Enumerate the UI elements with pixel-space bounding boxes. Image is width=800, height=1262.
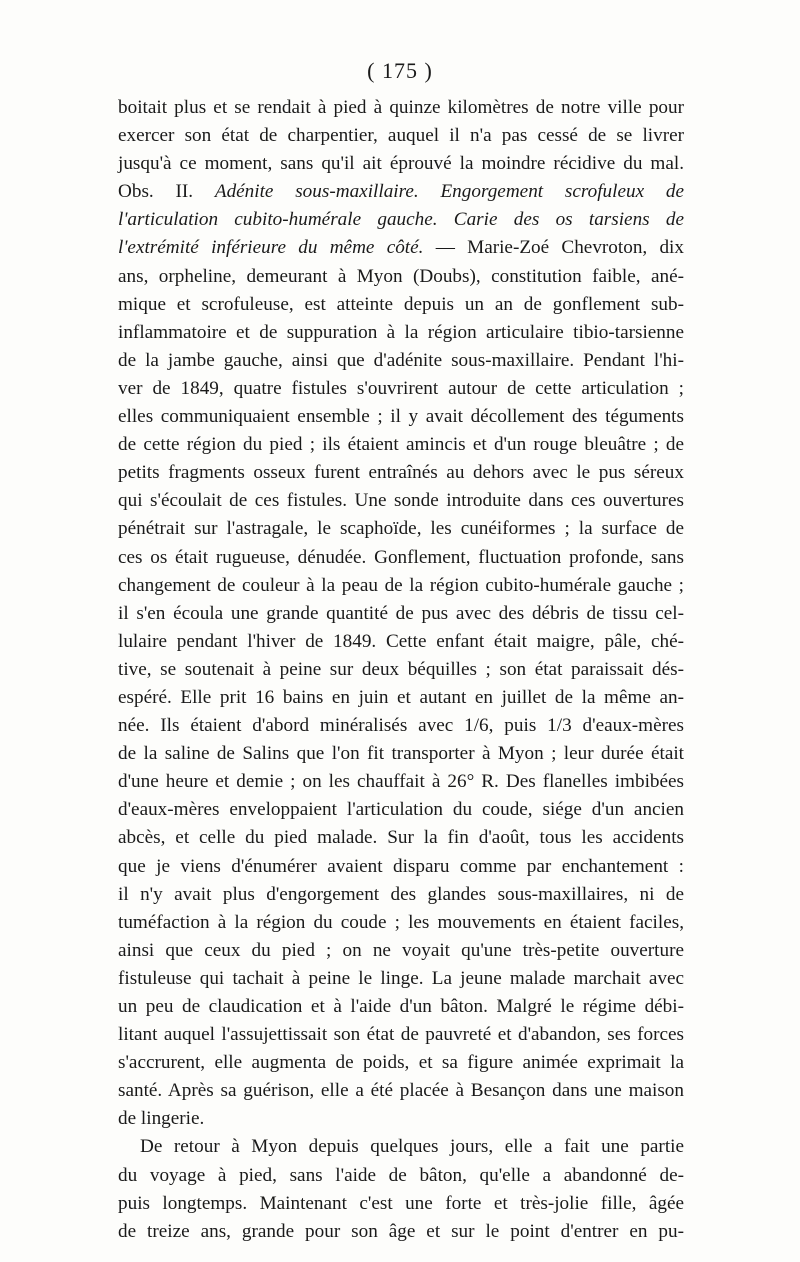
text-line: un peu de claudication et à l'aide d'un bâton. Malgré le régime débi-	[118, 996, 684, 1017]
text-line: fistuleuse qui tachait à peine le linge. La jeune malade marchait avec	[118, 967, 684, 989]
text-line: changement de couleur à la peau de la région cubito-humérale gauche ;	[118, 574, 684, 596]
text-line: puis longtemps. Maintenant c'est une forte et très-jolie fille, âgée	[118, 1192, 684, 1214]
text-line: d'eaux-mères enveloppaient l'articulation du coude, siége d'un ancien	[118, 799, 684, 821]
text-line: de lingerie.	[118, 1108, 205, 1130]
text-line: pénétrait sur l'astragale, le scaphoïde, les cunéiformes ; la surface de	[118, 518, 684, 540]
text-line	[118, 206, 684, 234]
text-line: qui s'écoulait de ces fistules. Une sonde introduite dans ces ouvertures	[118, 490, 684, 512]
text-line	[118, 178, 684, 206]
text-run: Obs. II.	[118, 181, 215, 203]
text-run: — Marie-Zoé Chevroton, dix	[423, 237, 684, 259]
text-line: ver de 1849, quatre fistules s'ouvrirent autour de cette articulation ;	[118, 377, 684, 399]
text-line: de la jambe gauche, ainsi que d'adénite sous-maxillaire. Pendant l'hi-	[118, 349, 684, 371]
text-line: il s'en écoula une grande quantité de pus avec des débris de tissu cel-	[118, 602, 684, 624]
text-line: tuméfaction à la région du coude ; les mouvements en étaient faciles,	[118, 911, 684, 933]
text-line: ainsi que ceux du pied ; on ne voyait qu'une très-petite ouverture	[118, 939, 684, 961]
page-number: ( 175 )	[367, 58, 433, 83]
text-line: boitait plus et se rendait à pied à quinze kilomètres de notre ville pour	[118, 97, 684, 118]
text-line: abcès, et celle du pied malade. Sur la fin d'août, tous les accidents	[118, 827, 684, 849]
text-line: de treize ans, grande pour son âge et sur le point d'entrer en pu-	[118, 1220, 684, 1242]
text-line: de la saline de Salins que l'on fit transporter à Myon ; leur durée était	[118, 743, 684, 765]
text-line: de cette région du pied ; ils étaient amincis et d'un rouge bleuâtre ; de	[118, 434, 684, 456]
text-line: exercer son état de charpentier, auquel il n'a pas cessé de se livrer	[118, 125, 684, 147]
text-line: petits fragments osseux furent entraînés au dehors avec le pus séreux	[118, 462, 684, 484]
text-line: elles communiquaient ensemble ; il y avait décollement des téguments	[118, 406, 684, 428]
italic-run: Adénite sous-maxillaire. Engorgement scrofuleux de	[214, 181, 684, 203]
text-line: tive, se soutenait à peine sur deux béquilles ; son état paraissait dés-	[118, 658, 684, 680]
text-line: litant auquel l'assujettissait son état de pauvreté et d'abandon, ses forces	[118, 1024, 684, 1046]
text-line: espéré. Elle prit 16 bains en juin et autant en juillet de la même an-	[118, 686, 684, 708]
text-line: née. Ils étaient d'abord minéralisés avec 1/6, puis 1/3 d'eaux-mères	[118, 715, 684, 737]
text-line: d'une heure et demie ; on les chauffait à 26° R. Des flanelles imbibées	[118, 771, 684, 793]
text-line: inflammatoire et de suppuration à la région articulaire tibio-tarsienne	[118, 321, 684, 343]
text-line: De retour à Myon depuis quelques jours, elle a fait une partie	[140, 1136, 684, 1158]
text-line: santé. Après sa guérison, elle a été placée à Besançon dans une maison	[118, 1080, 684, 1102]
text-line: que je viens d'énumérer avaient disparu comme par enchantement :	[118, 855, 684, 877]
text-line	[118, 234, 684, 262]
text-line: mique et scrofuleuse, est atteinte depuis un an de gonflement sub-	[118, 293, 684, 315]
italic-run: l'extrémité inférieure du même côté.	[118, 237, 424, 259]
text-line: ces os était rugueuse, dénudée. Gonflement, fluctuation profonde, sans	[118, 546, 684, 568]
text-line: il n'y avait plus d'engorgement des glandes sous-maxillaires, ni de	[118, 883, 684, 905]
text-line: jusqu'à ce moment, sans qu'il ait éprouvé la moindre récidive du mal.	[118, 153, 684, 175]
text-line: ans, orpheline, demeurant à Myon (Doubs), constitution faible, ané-	[118, 265, 684, 287]
text-line: du voyage à pied, sans l'aide de bâton, qu'elle a abandonné de-	[118, 1164, 684, 1186]
text-line: lulaire pendant l'hiver de 1849. Cette enfant était maigre, pâle, ché-	[118, 630, 684, 652]
italic-run: l'articulation cubito-humérale gauche. Carie des os tarsiens de	[118, 209, 684, 231]
text-line: s'accrurent, elle augmenta de poids, et sa figure animée exprimait la	[118, 1052, 684, 1074]
body-text	[118, 94, 684, 1246]
